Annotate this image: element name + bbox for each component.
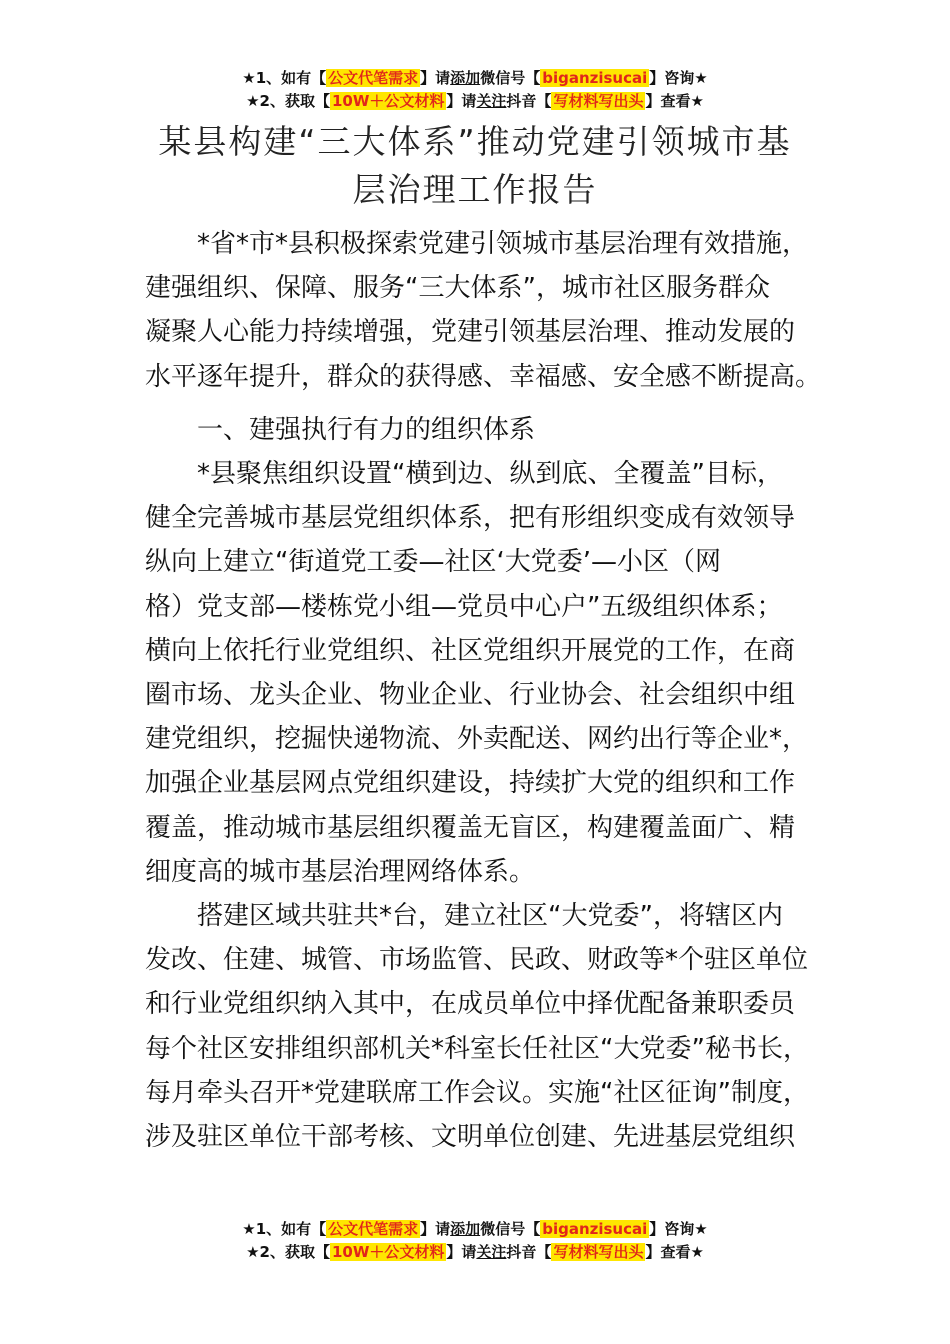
douyin-highlight: 写材料写出头 — [553, 1243, 644, 1261]
promo-highlight: 公文代笔需求 — [328, 1220, 419, 1238]
star-icon: ★ — [242, 69, 256, 87]
star-icon: ★ — [694, 1220, 708, 1238]
promo-line-2 — [0, 90, 950, 113]
promo-highlight: 10W＋公文材料 — [331, 1243, 445, 1261]
text-line: 细度高的城市基层治理网络体系。 — [145, 856, 536, 887]
promo-text: 2、获取【 — [259, 1243, 330, 1261]
star-icon: ★ — [694, 69, 708, 87]
text-line: 建党组织，挖掘快递物流、外卖配送、网约出行等企业*， — [145, 724, 809, 755]
text-line: 建强组织、保障、服务“三大体系”，城市社区服务群众 — [145, 273, 770, 304]
text-line: 每个社区安排组织部机关*科室长任社区“大党委”秘书长， — [145, 1033, 809, 1064]
promo-line-1 — [0, 1218, 950, 1241]
footer-promo — [0, 1218, 950, 1264]
text-line: 纵向上建立“街道党工委—社区‘大党委’—小区（网 — [145, 547, 721, 578]
paragraph-organization — [145, 452, 835, 894]
title-line-2: 层治理工作报告 — [352, 170, 598, 209]
star-icon: ★ — [690, 1243, 704, 1261]
promo-text: 】请 — [420, 1220, 451, 1238]
text-line: 健全完善城市基层党组织体系，把有形组织变成有效领导 — [145, 503, 796, 534]
text-line: 加强企业基层网点党组织建设，持续扩大党的组织和工作 — [145, 768, 796, 799]
promo-underline: 添加 — [450, 69, 481, 87]
wechat-id-highlight: biganzisucai — [542, 69, 648, 87]
document-title — [130, 118, 820, 214]
promo-text: 1、如有【 — [255, 69, 327, 87]
promo-text: 】请 — [446, 92, 477, 110]
promo-underline: 关注 — [476, 92, 507, 110]
promo-text: 微信号【 — [480, 1220, 541, 1238]
text-line: 发改、住建、城管、市场监管、民政、财政等*个驻区单位 — [145, 945, 809, 976]
promo-text: 1、如有【 — [255, 1220, 327, 1238]
star-icon: ★ — [242, 1220, 256, 1238]
promo-line-1 — [0, 67, 950, 90]
promo-text: 抖音【 — [506, 92, 552, 110]
promo-text: 2、获取【 — [259, 92, 330, 110]
paragraph-platform — [145, 894, 835, 1159]
text-line: 覆盖，推动城市基层组织覆盖无盲区，构建覆盖面广、精 — [145, 812, 796, 843]
promo-text: 】请 — [446, 1243, 477, 1261]
text-line: 水平逐年提升，群众的获得感、幸福感、安全感不断提高。 — [145, 361, 822, 392]
star-icon: ★ — [246, 1243, 260, 1261]
promo-text: 】查看 — [645, 92, 691, 110]
text-line: 凝聚人心能力持续增强，党建引领基层治理、推动发展的 — [145, 317, 796, 348]
promo-text: 】查看 — [645, 1243, 691, 1261]
promo-line-2 — [0, 1241, 950, 1264]
header-promo — [0, 67, 950, 113]
text-line: 格）党支部—楼栋党小组—党员中心户”五级组织体系； — [145, 591, 783, 622]
promo-highlight: 10W＋公文材料 — [331, 92, 445, 110]
text-line: *省*市*县积极探索党建引领城市基层治理有效措施， — [197, 229, 809, 259]
section-heading: 一、建强执行有力的组织体系 — [197, 414, 536, 445]
paragraph-intro — [145, 222, 835, 399]
title-line-1: 某县构建“三大体系”推动党建引领城市基 — [158, 122, 792, 161]
star-icon: ★ — [690, 92, 704, 110]
promo-highlight: 公文代笔需求 — [328, 69, 419, 87]
text-line: 搭建区域共驻共*台，建立社区“大党委”，将辖区内 — [197, 901, 783, 932]
promo-underline: 关注 — [476, 1243, 507, 1261]
wechat-id-highlight: biganzisucai — [542, 1220, 648, 1238]
document-body — [145, 222, 835, 1159]
promo-text: 微信号【 — [480, 69, 541, 87]
promo-underline: 添加 — [450, 1220, 481, 1238]
douyin-highlight: 写材料写出头 — [553, 92, 644, 110]
text-line: 圈市场、龙头企业、物业企业、行业协会、社会组织中组 — [145, 680, 796, 711]
promo-text: 】咨询 — [649, 69, 695, 87]
text-line: 每月牵头召开*党建联席工作会议。实施“社区征询”制度， — [145, 1077, 809, 1108]
promo-text: 】请 — [420, 69, 451, 87]
promo-text: 】咨询 — [649, 1220, 695, 1238]
promo-text: 抖音【 — [506, 1243, 552, 1261]
text-line: 横向上依托行业党组织、社区党组织开展党的工作，在商 — [145, 635, 796, 666]
star-icon: ★ — [246, 92, 260, 110]
text-line: 涉及驻区单位干部考核、文明单位创建、先进基层党组织 — [145, 1122, 796, 1153]
text-line: *县聚焦组织设置“横到边、纵到底、全覆盖”目标， — [197, 459, 783, 490]
text-line: 和行业党组织纳入其中，在成员单位中择优配备兼职委员 — [145, 989, 796, 1020]
